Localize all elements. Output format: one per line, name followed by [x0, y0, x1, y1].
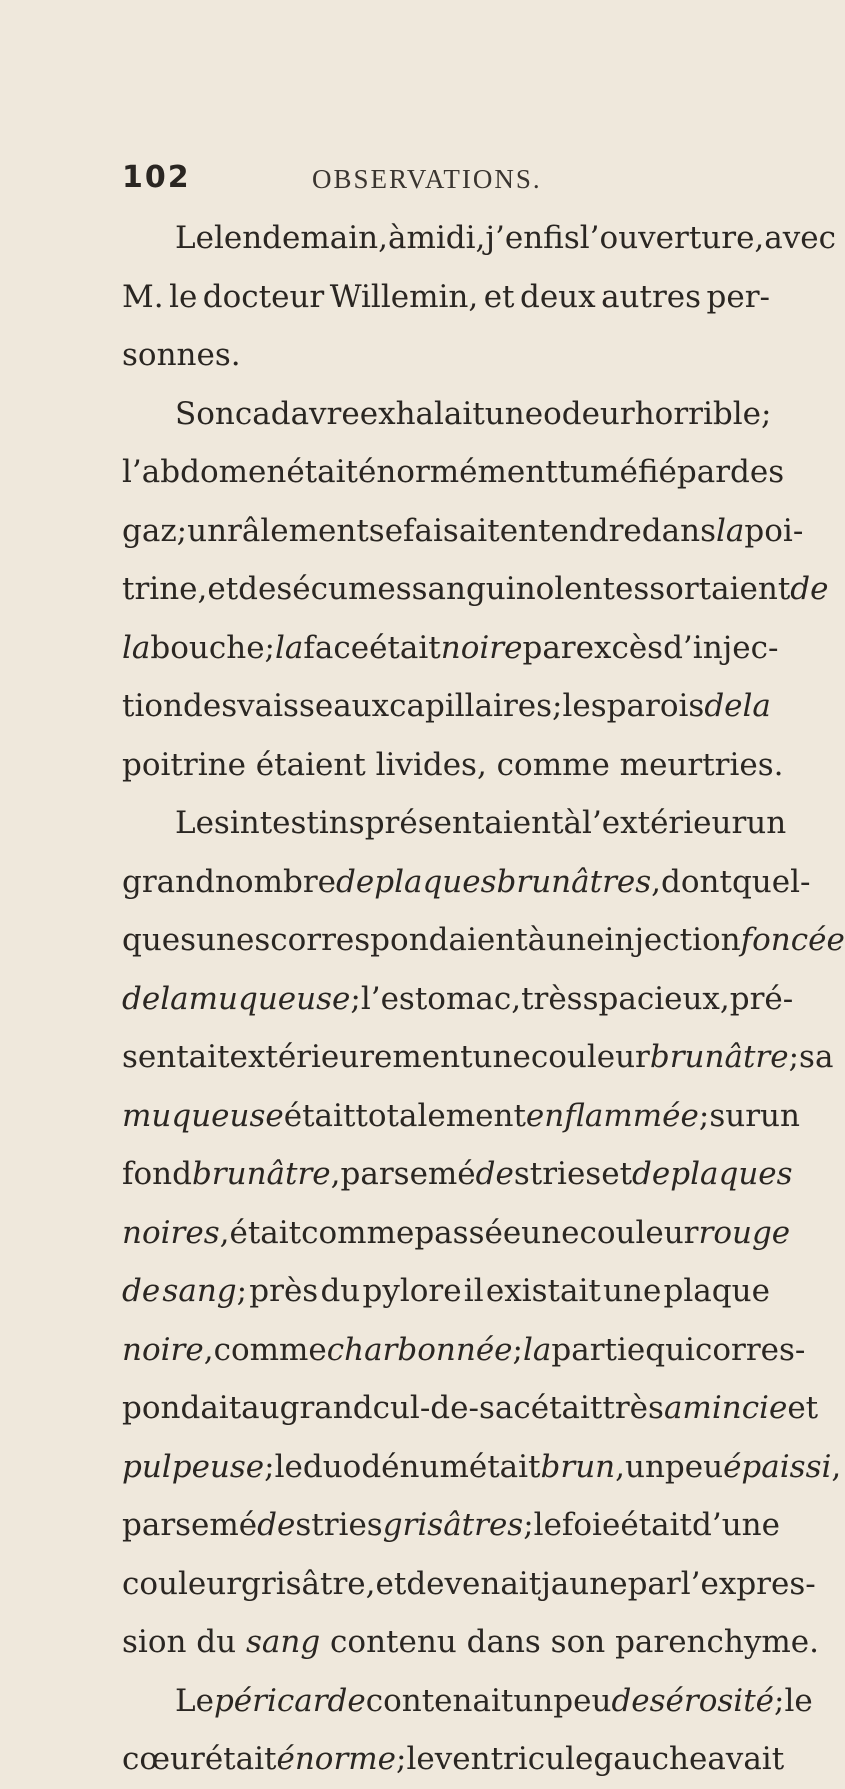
word: plaque [663, 1273, 770, 1309]
word: écumes [292, 571, 412, 607]
word: était [283, 1097, 356, 1134]
word: la [522, 1331, 552, 1368]
word: intestins [229, 805, 365, 841]
word: foncée [740, 922, 845, 958]
word: brunâtres, [496, 863, 661, 900]
word: Les [175, 805, 230, 841]
word: une [546, 922, 605, 958]
word: avec [764, 220, 836, 256]
word: muqueuse [122, 1097, 284, 1134]
word: une [603, 1273, 662, 1309]
word: par [627, 1565, 681, 1602]
word: excès [575, 629, 664, 666]
text-line [122, 268, 770, 327]
word: était [229, 1214, 302, 1251]
word: des [730, 454, 785, 490]
word: comme [213, 1331, 327, 1368]
word: l’estomac, [360, 980, 522, 1017]
text-line [122, 619, 779, 678]
word: deux [519, 278, 596, 315]
word: de [704, 688, 743, 724]
word: plaques [670, 1156, 793, 1192]
word: par [522, 629, 576, 666]
word: était [286, 454, 358, 490]
word: pulpeuse; [122, 1448, 275, 1485]
word: péricarde [213, 1682, 366, 1719]
word: j’en [485, 220, 544, 256]
word: un [513, 1682, 554, 1719]
word: entendre [499, 512, 642, 549]
word: injection [604, 922, 741, 958]
text-line [122, 1555, 816, 1614]
text-line [122, 970, 794, 1029]
page-number: 102 [122, 160, 191, 195]
word: grisâtres; [382, 1507, 534, 1543]
word: la [122, 629, 151, 666]
word: était [620, 1507, 692, 1543]
word: épaissi, [723, 1448, 842, 1485]
word: une [521, 1214, 580, 1251]
text-line [122, 560, 829, 619]
word: une [484, 395, 544, 432]
text-line [122, 209, 836, 268]
word: grand [122, 863, 215, 900]
word: et [787, 1390, 819, 1426]
word: de [122, 1273, 161, 1309]
word: râlement [227, 512, 369, 549]
word: docteur [202, 278, 325, 315]
page-header [0, 160, 800, 204]
text-line [122, 677, 770, 736]
text-line [122, 1730, 785, 1789]
word: pré- [729, 980, 794, 1017]
word: cœur [122, 1741, 205, 1777]
word: et [207, 571, 239, 607]
word: foie [561, 1507, 621, 1543]
text-line [122, 1321, 806, 1380]
word: grisâtre, [241, 1565, 376, 1602]
word: stries [513, 1156, 602, 1192]
word: tion [122, 688, 184, 724]
word: la [715, 512, 745, 549]
word: le [274, 1448, 303, 1485]
word: sortaient [649, 571, 791, 607]
word: brunâtre, [191, 1156, 341, 1192]
word: le [169, 278, 198, 315]
text-line [122, 1145, 793, 1204]
word: de [122, 980, 161, 1017]
word: à [527, 922, 547, 958]
word: par [676, 454, 731, 490]
word: vaisseaux [237, 688, 390, 724]
text-line [122, 1262, 770, 1321]
word: de [475, 1156, 514, 1192]
word: un [187, 512, 228, 549]
word: il [463, 1273, 484, 1309]
word: comme [301, 1214, 415, 1251]
word: sang; [162, 1273, 248, 1309]
word: un [760, 1097, 800, 1134]
word: correspondaient [270, 922, 528, 958]
word: de [611, 1682, 650, 1719]
text-line [122, 326, 770, 385]
word: était [204, 1741, 277, 1777]
word: une [472, 1039, 531, 1075]
word: l’abdomen [122, 454, 287, 490]
word: parsemé [122, 1507, 258, 1543]
word: l’ouverture, [579, 220, 765, 256]
word: exhalait [359, 395, 485, 432]
word: grand [279, 1390, 373, 1426]
word: gauche [593, 1741, 708, 1777]
word: quel- [731, 863, 811, 900]
word: gaz; [122, 512, 188, 549]
word: couleur [530, 1039, 650, 1075]
word: de [336, 863, 375, 900]
word: d’injec- [663, 629, 779, 666]
word: spacieux, [582, 980, 730, 1017]
word: per- [706, 278, 770, 315]
word: stries [295, 1507, 383, 1543]
word: pondait [122, 1390, 242, 1426]
word: existait [485, 1273, 601, 1309]
word: était [530, 1390, 603, 1426]
word: tuméfié [557, 454, 677, 490]
word: Le [175, 1682, 214, 1719]
word: cul-de-sac [372, 1390, 531, 1426]
word: unes [196, 922, 271, 958]
word: totalement [355, 1097, 526, 1134]
word: parois [606, 688, 705, 724]
running-head: OBSERVATIONS. [312, 164, 542, 194]
text-line [122, 736, 784, 795]
word: le [406, 1741, 435, 1777]
word: contenait [365, 1682, 514, 1719]
word: devenait [406, 1565, 542, 1602]
word: l’extérieur [582, 805, 747, 841]
word: plaques [374, 863, 497, 900]
word: sanguinolentes [411, 571, 650, 607]
word: à [563, 805, 583, 841]
text-line [122, 443, 785, 502]
text-line [122, 502, 804, 561]
word: sentait [122, 1039, 230, 1075]
word: bouche; [150, 629, 275, 666]
text-line [122, 1438, 842, 1497]
word: la [160, 980, 189, 1017]
text-line [122, 1672, 813, 1731]
word: peu [553, 1682, 612, 1719]
word: le [533, 1507, 562, 1543]
word: corres- [694, 1331, 806, 1368]
word: sa [799, 1039, 834, 1075]
word: peu [664, 1448, 724, 1485]
word: très [602, 1390, 664, 1426]
line-text: sonnes. [122, 337, 241, 373]
word: noires, [122, 1214, 230, 1251]
word: de [632, 1156, 671, 1192]
word: brun, [540, 1448, 625, 1485]
line-text: poitrine étaient livides, comme meurtries. [122, 746, 784, 783]
word: à [387, 220, 407, 256]
word: lendemain, [213, 220, 388, 256]
text-line [122, 1496, 780, 1555]
word: présentaient [364, 805, 564, 841]
word: partie [551, 1331, 646, 1368]
word: enflammée; [525, 1097, 710, 1134]
text-line [122, 911, 845, 970]
word: et [483, 278, 515, 315]
word: d’une [692, 1507, 780, 1543]
word: midi, [406, 220, 486, 256]
word: autres [601, 278, 702, 315]
word: l’expres- [680, 1565, 816, 1602]
word: la [742, 688, 771, 724]
word: rouge [698, 1214, 791, 1251]
word: trine, [122, 571, 208, 607]
word: brunâtre; [649, 1039, 800, 1075]
text-line [122, 1379, 819, 1438]
word: le [784, 1682, 813, 1719]
word: muqueuse; [188, 980, 361, 1017]
word: fis [543, 220, 580, 256]
word: des [238, 571, 293, 607]
word: et [375, 1565, 407, 1602]
word: les [562, 688, 607, 724]
word: sur [709, 1097, 761, 1134]
word: était [468, 1448, 541, 1485]
line-text: sion du sang contenu dans son parenchyme. [122, 1624, 819, 1660]
word: de [790, 571, 829, 607]
word: dans [641, 512, 716, 549]
word: couleur [579, 1214, 699, 1251]
word: dont [661, 863, 732, 900]
text-line [122, 853, 811, 912]
text-line [122, 1028, 834, 1087]
word: poi- [744, 512, 804, 549]
word: passée [414, 1214, 522, 1251]
word: duodénum [302, 1448, 469, 1485]
word: pylore [362, 1273, 462, 1309]
word: un [746, 805, 787, 841]
word: odeur [543, 395, 635, 432]
word: et [601, 1156, 633, 1192]
word: couleur [122, 1565, 242, 1602]
word: parsemé [340, 1156, 476, 1192]
word: la [275, 629, 304, 666]
word: Le [175, 220, 214, 256]
word: près [249, 1273, 319, 1309]
word: énormément [357, 454, 558, 490]
text-line [122, 1204, 791, 1263]
word: sérosité; [649, 1682, 785, 1719]
word: qui [645, 1331, 695, 1368]
word: M. [122, 278, 164, 315]
text-line [122, 1613, 819, 1672]
word: avait [707, 1741, 785, 1777]
word: énorme; [276, 1741, 407, 1777]
word: charbonnée; [326, 1331, 523, 1368]
text-line [122, 794, 787, 853]
word: Willemin, [329, 278, 479, 315]
word: noire [440, 629, 523, 666]
word: très [521, 980, 583, 1017]
word: de [257, 1507, 296, 1543]
word: face [303, 629, 370, 666]
word: ventricule [434, 1741, 594, 1777]
text-line [122, 385, 770, 444]
word: au [241, 1390, 280, 1426]
word: se [368, 512, 404, 549]
word: cadavre [234, 395, 360, 432]
text-line [122, 1087, 800, 1146]
word: horrible; [634, 395, 772, 432]
word: noire, [122, 1331, 214, 1368]
word: jaune [541, 1565, 628, 1602]
word: ques [122, 922, 197, 958]
word: des [183, 688, 238, 724]
word: fond [122, 1156, 192, 1192]
word: du [320, 1273, 361, 1309]
word: capillaires; [389, 688, 563, 724]
word: un [624, 1448, 665, 1485]
word: amincie [663, 1390, 788, 1426]
word: Son [175, 395, 235, 432]
word: était [369, 629, 441, 666]
word: faisait [403, 512, 500, 549]
body-text [122, 209, 845, 1789]
word: nombre [214, 863, 337, 900]
word: extérieurement [229, 1039, 473, 1075]
